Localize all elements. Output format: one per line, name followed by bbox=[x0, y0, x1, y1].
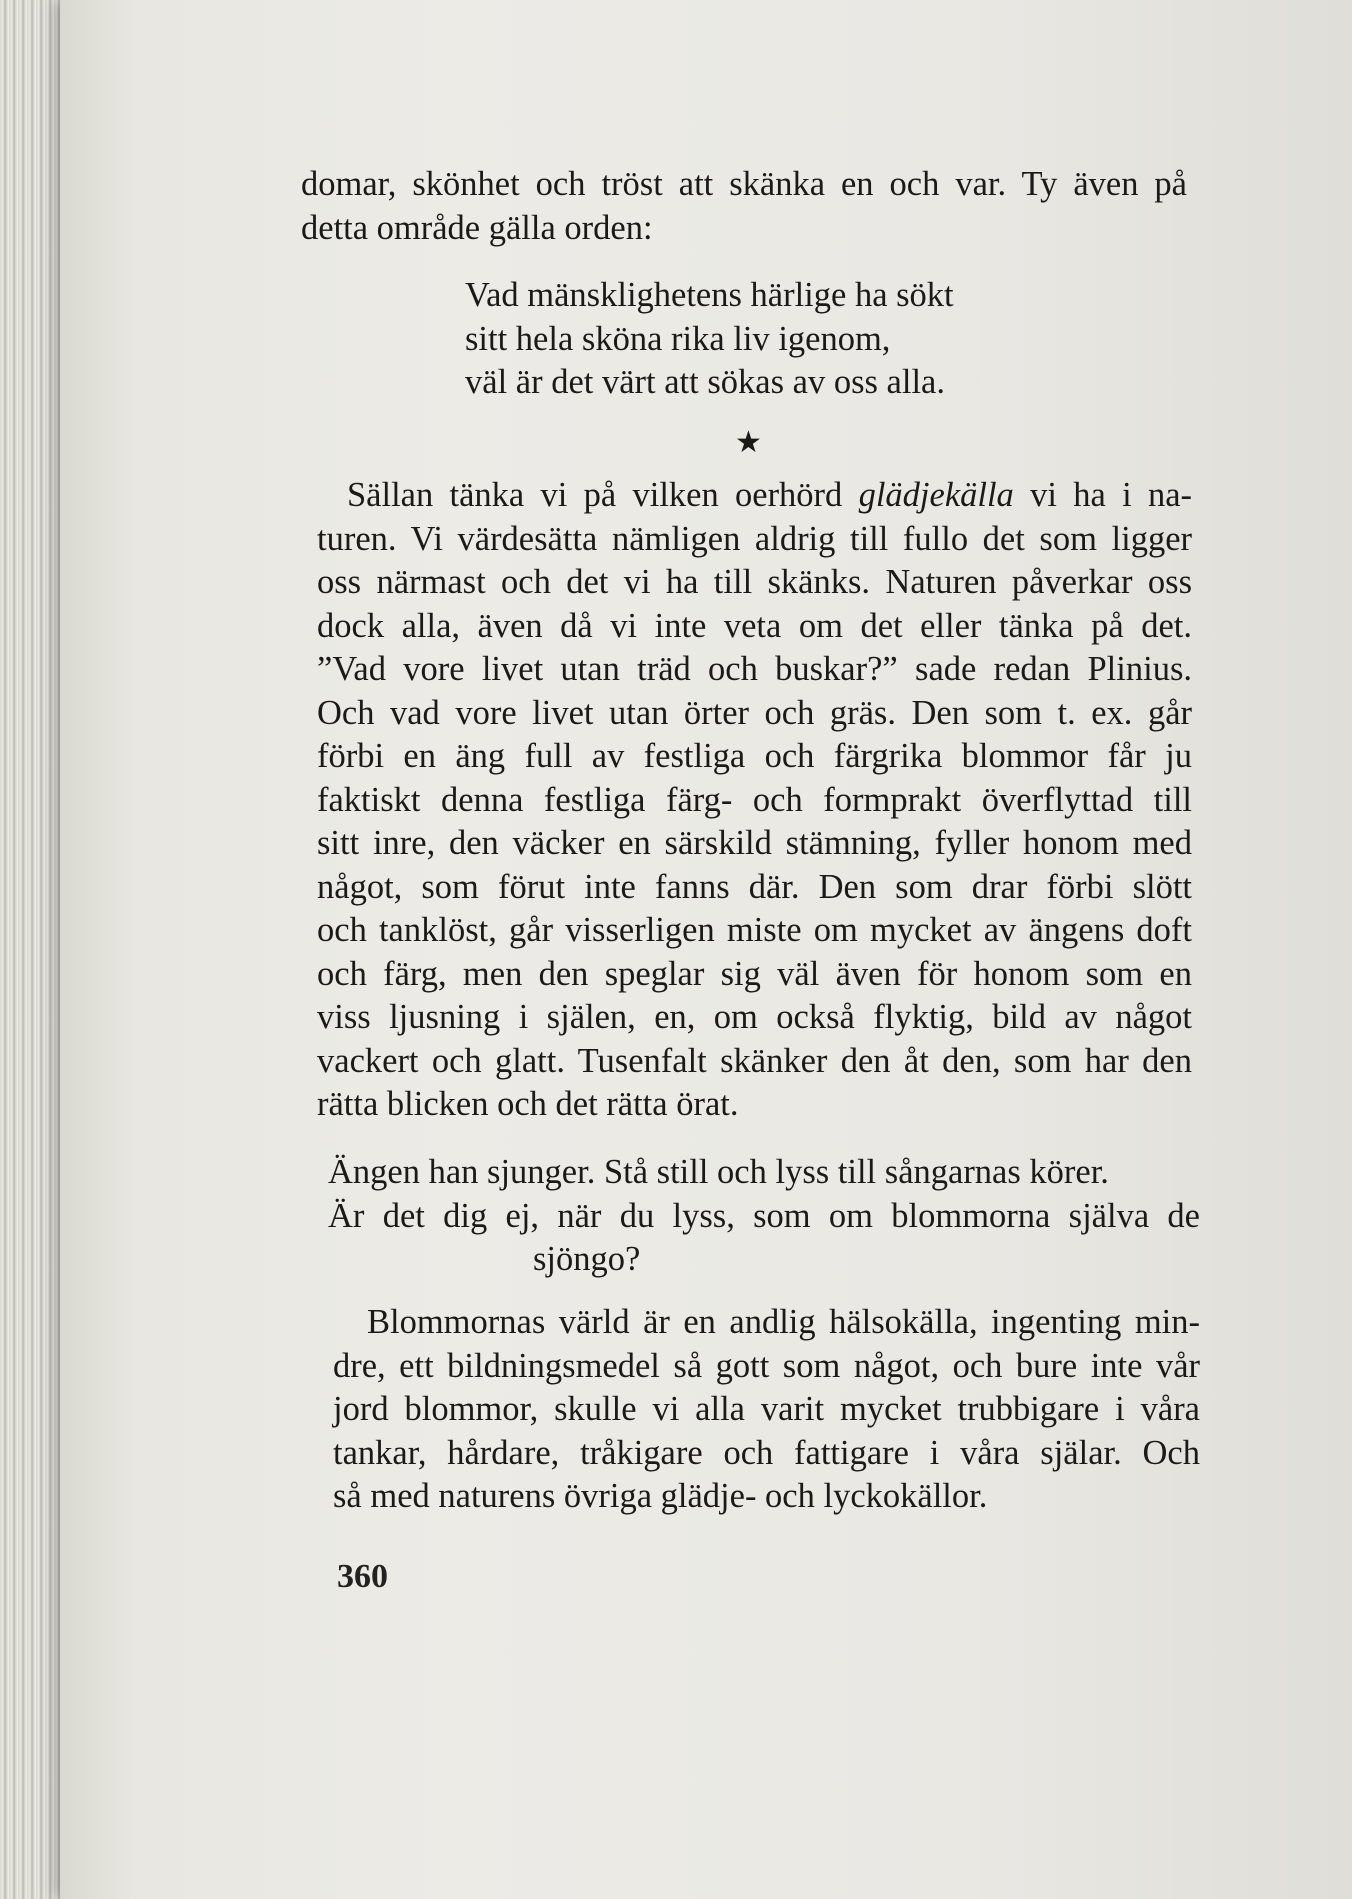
text-span: vi ha i na- bbox=[1013, 476, 1192, 514]
text-line: och tanklöst, går visserligen miste om mycket av ängens doft bbox=[317, 911, 1192, 949]
text-line: rätta blicken och det rätta örat. bbox=[317, 1085, 739, 1123]
text-line: tankar, hårdare, tråkigare och fattigare i våra själar. Och bbox=[333, 1433, 1200, 1472]
text-line: viss ljusning i själen, en, om också flyktig, bild av något bbox=[317, 998, 1192, 1036]
paragraph-1 bbox=[317, 474, 1192, 1127]
text-line: så med naturens övriga glädje- och lyckokällor. bbox=[333, 1477, 988, 1515]
text-line: ”Vad vore livet utan träd och buskar?” sade redan Plinius. bbox=[317, 650, 1192, 688]
verse-line: Ängen han sjunger. Stå still och lyss till sångarnas körer. bbox=[328, 1153, 1109, 1191]
text-line bbox=[317, 474, 1192, 518]
text-line: dock alla, även då vi inte veta om det eller tänka på det. bbox=[317, 606, 1192, 645]
text-line: turen. Vi värdesätta nämligen aldrig till fullo det som ligger bbox=[317, 519, 1192, 558]
poem bbox=[465, 274, 1065, 405]
text-line: detta område gälla orden: bbox=[301, 208, 653, 247]
verse-line: Är det dig ej, när du lyss, som om blommorna själva de bbox=[328, 1196, 1200, 1235]
text-line: domar, skönhet och tröst att skänka en och var. Ty även på bbox=[301, 165, 1187, 203]
verse-2 bbox=[328, 1151, 1200, 1282]
text-line: jord blommor, skulle vi alla varit mycket trubbigare i våra bbox=[333, 1390, 1200, 1428]
emphasis-word: glädjekälla bbox=[858, 476, 1014, 514]
page-number: 360 bbox=[337, 1558, 388, 1595]
text-line: vackert och glatt. Tusenfalt skänker den åt den, som har den bbox=[317, 1041, 1192, 1080]
text-line: dre, ett bildningsmedel så gott som något, och bure inte vår bbox=[333, 1346, 1200, 1385]
text-line: sitt inre, den väcker en särskild stämning, fyller honom med bbox=[317, 824, 1192, 862]
text-line: Och vad vore livet utan örter och gräs. Den som t. ex. går bbox=[317, 693, 1192, 732]
text-line: förbi en äng full av festliga och färgrika blommor får ju bbox=[317, 737, 1192, 775]
section-separator-star: ★ bbox=[735, 426, 762, 459]
text-line: och färg, men den speglar sig väl även för honom som en bbox=[317, 954, 1192, 993]
poem-line: sitt hela sköna rika liv igenom, bbox=[465, 319, 891, 358]
text-line: Blommornas värld är en andlig hälsokälla, ingenting min- bbox=[367, 1303, 1200, 1341]
text-line: faktiskt denna festliga färg- och formprakt överflyttad till bbox=[317, 780, 1192, 819]
text-line: oss närmast och det vi ha till skänks. Naturen påverkar oss bbox=[317, 563, 1192, 601]
intro-text bbox=[301, 163, 1187, 250]
text-span: Sällan tänka vi på vilken oerhörd bbox=[347, 476, 859, 514]
verse-line: sjöngo? bbox=[533, 1240, 641, 1278]
text-line: något, som förut inte fanns där. Den som drar förbi slött bbox=[317, 867, 1192, 906]
paragraph-2 bbox=[333, 1301, 1200, 1519]
poem-line: väl är det värt att sökas av oss alla. bbox=[465, 363, 945, 401]
poem-line: Vad mänsklighetens härlige ha sökt bbox=[465, 276, 954, 314]
